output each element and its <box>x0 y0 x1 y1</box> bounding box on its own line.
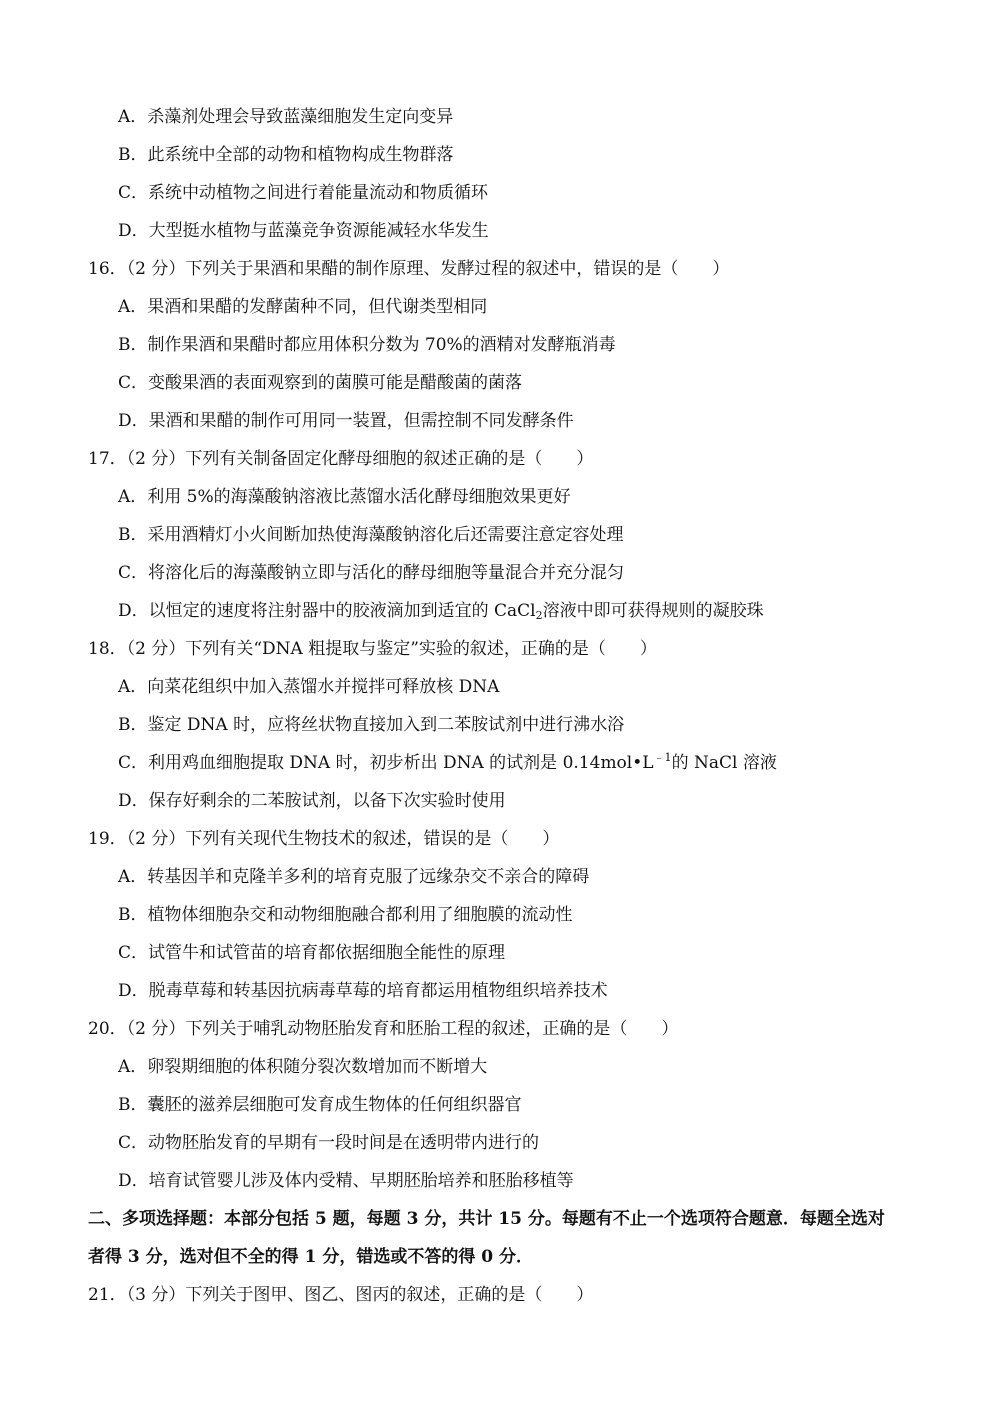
q20-option-d: D．培育试管婴儿涉及体内受精、早期胚胎培养和胚胎移植等 <box>118 1171 574 1191</box>
q20-option-b: B．囊胚的滋养层细胞可发育成生物体的任何组织器官 <box>118 1095 522 1115</box>
q15-option-d: D．大型挺水植物与蓝藻竞争资源能减轻水华发生 <box>118 221 489 241</box>
question-16: 16．（2 分）下列关于果酒和果醋的制作原理、发酵过程的叙述中，错误的是（ ） <box>88 259 730 279</box>
q16-option-a: A．果酒和果醋的发酵菌种不同，但代谢类型相同 <box>118 297 488 317</box>
question-21: 21．（3 分）下列关于图甲、图乙、图丙的叙述，正确的是（ ） <box>88 1285 594 1305</box>
q17-option-d <box>118 600 764 622</box>
q18-option-a: A．向菜花组织中加入蒸馏水并搅拌可释放核 DNA <box>118 677 500 697</box>
q20-option-a: A．卵裂期细胞的体积随分裂次数增加而不断增大 <box>118 1057 488 1077</box>
q19-option-c: C．试管牛和试管苗的培育都依据细胞全能性的原理 <box>118 943 506 963</box>
section-heading-line-2: 者得 3 分，选对但不全的得 1 分，错选或不答的得 0 分． <box>88 1247 533 1267</box>
q18-option-c-superscript: ﹣1 <box>653 751 672 764</box>
q17-option-a: A．利用 5%的海藻酸钠溶液比蒸馏水活化酵母细胞效果更好 <box>118 487 571 507</box>
q17-option-d-text-2: 溶液中即可获得规则的凝胶珠 <box>542 601 764 621</box>
question-20: 20．（2 分）下列关于哺乳动物胚胎发育和胚胎工程的叙述，正确的是（ ） <box>88 1019 679 1039</box>
question-18: 18．（2 分）下列有关“DNA 粗提取与鉴定”实验的叙述，正确的是（ ） <box>88 639 657 659</box>
q16-option-c: C．变酸果酒的表面观察到的菌膜可能是醋酸菌的菌落 <box>118 373 523 393</box>
question-19: 19．（2 分）下列有关现代生物技术的叙述，错误的是（ ） <box>88 829 560 849</box>
q18-option-c-text-2: 的 NaCl 溶液 <box>671 753 777 773</box>
q17-option-d-subscript: 2 <box>535 609 543 622</box>
q15-option-c: C．系统中动植物之间进行着能量流动和物质循环 <box>118 183 489 203</box>
q15-option-a: A．杀藻剂处理会导致蓝藻细胞发生定向变异 <box>118 107 454 127</box>
q17-option-c: C．将溶化后的海藻酸钠立即与活化的酵母细胞等量混合并充分混匀 <box>118 563 625 583</box>
section-heading-line-1: 二、多项选择题：本部分包括 5 题，每题 3 分，共计 15 分。每题有不止一个选项符合题意．每题全选对 <box>88 1209 885 1229</box>
q16-option-b: B．制作果酒和果醋时都应用体积分数为 70%的酒精对发酵瓶消毒 <box>118 335 616 355</box>
q18-option-b: B．鉴定 DNA 时，应将丝状物直接加入到二苯胺试剂中进行沸水浴 <box>118 715 625 735</box>
q16-option-d: D．果酒和果醋的制作可用同一装置，但需控制不同发酵条件 <box>118 411 574 431</box>
q17-option-b: B．采用酒精灯小火间断加热使海藻酸钠溶化后还需要注意定容处理 <box>118 525 624 545</box>
q17-option-d-text-1: D．以恒定的速度将注射器中的胶液滴加到适宜的 CaCl <box>118 601 536 621</box>
q18-option-c-text-1: C．利用鸡血细胞提取 DNA 时，初步析出 DNA 的试剂是 0.14mol•L <box>118 753 654 773</box>
q18-option-d: D．保存好剩余的二苯胺试剂，以备下次实验时使用 <box>118 791 506 811</box>
q19-option-a: A．转基因羊和克隆羊多利的培育克服了远缘杂交不亲合的障碍 <box>118 867 590 887</box>
q19-option-b: B．植物体细胞杂交和动物细胞融合都利用了细胞膜的流动性 <box>118 905 573 925</box>
q19-option-d: D．脱毒草莓和转基因抗病毒草莓的培育都运用植物组织培养技术 <box>118 981 608 1001</box>
question-17: 17．（2 分）下列有关制备固定化酵母细胞的叙述正确的是（ ） <box>88 449 594 469</box>
q15-option-b: B．此系统中全部的动物和植物构成生物群落 <box>118 145 454 165</box>
q18-option-c <box>118 752 777 774</box>
q20-option-c: C．动物胚胎发育的早期有一段时间是在透明带内进行的 <box>118 1133 540 1153</box>
